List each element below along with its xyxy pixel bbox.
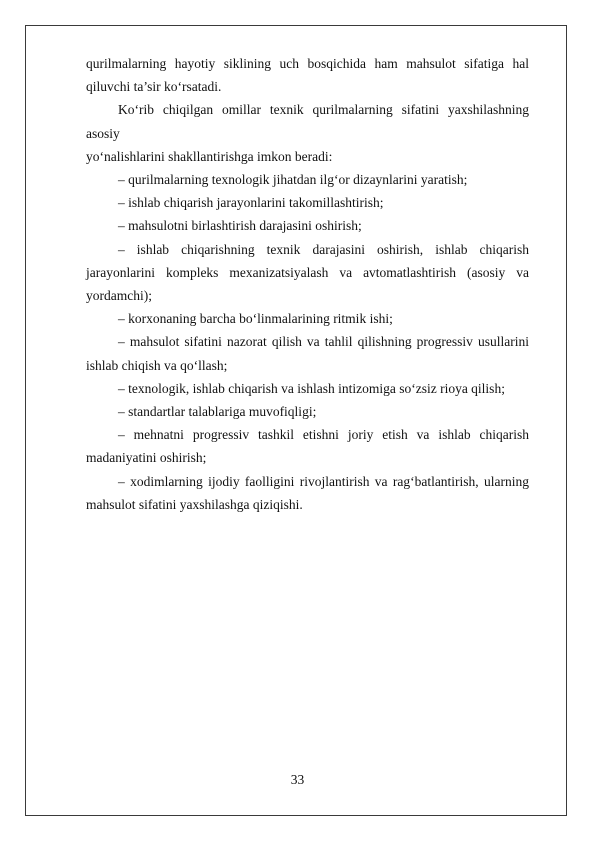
list-item: – ishlab chiqarish jarayonlarini takomillashtirish; <box>118 195 384 211</box>
paragraph-factors: Ko‘rib chiqilgan omillar texnik qurilmalarning sifatini yaxshilashning asosiy <box>86 102 529 141</box>
page-number: 33 <box>290 772 305 787</box>
list-item: – ishlab chiqarishning texnik darajasini oshirish, ishlab chiqarish jarayonlarini kompleks mexanizatsiyalash va avtomatlashtirish (asosiy va yordamchi); <box>86 241 529 304</box>
document-body <box>86 52 529 516</box>
list-item: – mehnatni progressiv tashkil etishni joriy etish va ishlab chiqarish madaniyatini oshirish; <box>86 427 529 466</box>
list-item: – standartlar talablariga muvofiqligi; <box>118 404 317 420</box>
paragraph-factors-continued: yo‘nalishlarini shakllantirishga imkon beradi: <box>86 148 333 164</box>
list-item: – xodimlarning ijodiy faolligini rivojlantirish va rag‘batlantirish, ularning mahsulot sifatini yaxshilashga qiziqishi. <box>86 473 529 512</box>
list-item: – texnologik, ishlab chiqarish va ishlash intizomiga so‘zsiz rioya qilish; <box>118 380 505 396</box>
list-item: – korxonaning barcha bo‘linmalarining ritmik ishi; <box>118 311 393 327</box>
list-item: – mahsulotni birlashtirish darajasini oshirish; <box>118 218 362 234</box>
list-item: – mahsulot sifatini nazorat qilish va tahlil qilishning progressiv usullarini ishlab chiqish va qo‘llash; <box>86 334 529 373</box>
list-item: – qurilmalarning texnologik jihatdan ilg‘or dizaynlarini yaratish; <box>118 172 468 188</box>
paragraph-intro: qurilmalarning hayotiy siklining uch bosqichida ham mahsulot sifatiga hal qiluvchi ta’sir ko‘rsatadi. <box>86 56 529 95</box>
